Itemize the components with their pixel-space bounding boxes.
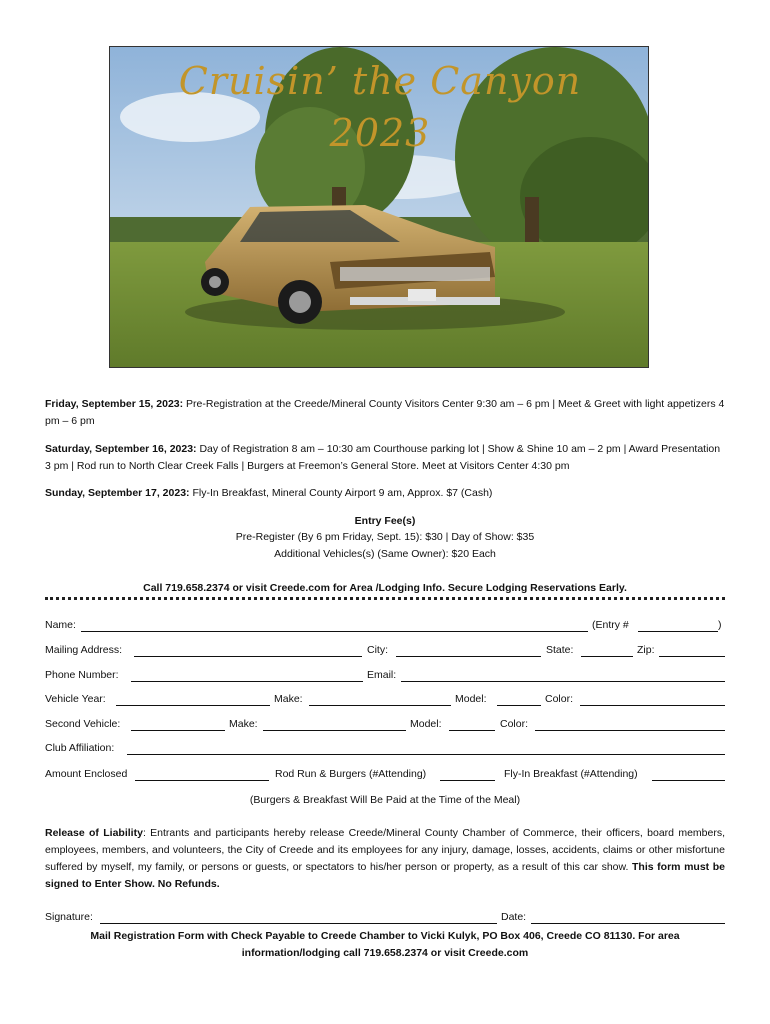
model-label: Model: xyxy=(455,693,487,705)
state-field[interactable] xyxy=(581,656,633,657)
second-color-field[interactable] xyxy=(535,730,725,731)
second-color-label: Color: xyxy=(500,718,529,730)
event-year: 2023 xyxy=(329,111,431,155)
signature-row xyxy=(45,911,725,927)
make-field[interactable] xyxy=(309,705,451,706)
city-label: City: xyxy=(367,644,388,656)
second-make-field[interactable] xyxy=(263,730,406,731)
friday-text: Pre-Registration at the Creede/Mineral County Visitors Center 9:30 am – 6 pm | Meet & Greet with light appetizers 4 pm – 6 pm xyxy=(45,398,725,427)
fly-in-field[interactable] xyxy=(652,780,725,781)
amount-label: Amount Enclosed xyxy=(45,768,128,780)
address-row xyxy=(45,644,725,660)
mail-line1: Mail Registration Form with Check Payable to Creede Chamber to Vicki Kulyk, PO Box 406, Creede CO 81130. For area xyxy=(90,930,680,942)
event-title: Cruisin’ the Canyon xyxy=(178,59,582,103)
fees-heading: Entry Fee(s) xyxy=(354,515,416,527)
release-label: Release of Liability xyxy=(45,827,143,839)
rod-run-label: Rod Run & Burgers (#Attending) xyxy=(275,768,427,780)
mailing-address-label: Mailing Address: xyxy=(45,644,123,656)
entry-close: ) xyxy=(718,619,722,631)
amount-row xyxy=(45,768,725,784)
second-vehicle-field[interactable] xyxy=(131,730,225,731)
entry-number-label: (Entry # xyxy=(592,619,629,631)
second-vehicle-label: Second Vehicle: xyxy=(45,718,121,730)
date-label: Date: xyxy=(501,911,527,923)
zip-label: Zip: xyxy=(637,644,655,656)
email-label: Email: xyxy=(367,669,397,681)
release-bold-end: This form must be signed to Enter Show. No Refunds. xyxy=(45,861,725,890)
mail-line2: information/lodging call 719.658.2374 or visit Creede.com xyxy=(241,947,529,959)
color-label: Color: xyxy=(545,693,574,705)
saturday-text: Day of Registration 8 am – 10:30 am Courthouse parking lot | Show & Shine 10 am – 2 pm | Award Presentation 3 pm | Rod run to North Clear Creek Falls | Burgers at Freemon’s General Store. Meet at Visitors Center 4:30 pm xyxy=(45,443,721,472)
second-make-label: Make: xyxy=(229,718,258,730)
phone-field[interactable] xyxy=(131,681,363,682)
vehicle-year-field[interactable] xyxy=(116,705,270,706)
club-field[interactable] xyxy=(127,754,725,755)
second-vehicle-row xyxy=(45,718,725,734)
sunday-label: Sunday, September 17, 2023: xyxy=(45,487,190,499)
date-field[interactable] xyxy=(531,923,725,924)
phone-label: Phone Number: xyxy=(45,669,119,681)
fly-in-label: Fly-In Breakfast (#Attending) xyxy=(504,768,638,780)
second-model-label: Model: xyxy=(410,718,442,730)
phone-row xyxy=(45,669,725,685)
signature-label: Signature: xyxy=(45,911,93,923)
club-label: Club Affiliation: xyxy=(45,742,115,754)
mailing-instructions xyxy=(0,928,770,962)
name-label: Name: xyxy=(45,619,76,631)
sunday-schedule xyxy=(45,485,725,502)
vehicle-year-label: Vehicle Year: xyxy=(45,693,106,705)
fees-line2: Additional Vehicles(s) (Same Owner): $20 Each xyxy=(274,548,496,560)
second-model-field[interactable] xyxy=(449,730,495,731)
make-label: Make: xyxy=(274,693,303,705)
zip-field[interactable] xyxy=(659,656,725,657)
release-text: : Entrants and participants hereby release Creede/Mineral County Chamber of Commerce, their officers, board members, employees, members, and volunteers, the City of Creede and its employees for any injury, damage, losses, accidents, claims or other misfortune suffered by myself, my family, or persons or guests, or spectators to his/her person or property, as a result of this car show. xyxy=(45,827,725,873)
saturday-schedule xyxy=(45,441,725,475)
amount-field[interactable] xyxy=(135,780,269,781)
city-field[interactable] xyxy=(396,656,541,657)
friday-label: Friday, September 15, 2023: xyxy=(45,398,184,410)
color-field[interactable] xyxy=(580,705,725,706)
signature-field[interactable] xyxy=(100,923,497,924)
email-field[interactable] xyxy=(401,681,725,682)
dotted-divider xyxy=(45,597,725,600)
vehicle-row xyxy=(45,693,725,709)
model-field[interactable] xyxy=(497,705,541,706)
friday-schedule xyxy=(45,396,725,430)
entry-number-field[interactable] xyxy=(638,631,718,632)
mailing-address-field[interactable] xyxy=(134,656,362,657)
name-field[interactable] xyxy=(81,631,588,632)
rod-run-field[interactable] xyxy=(440,780,495,781)
club-row xyxy=(45,742,725,758)
car-photo xyxy=(109,46,649,368)
release-of-liability xyxy=(45,825,725,893)
name-row xyxy=(45,619,725,635)
state-label: State: xyxy=(546,644,574,656)
saturday-label: Saturday, September 16, 2023: xyxy=(45,443,197,455)
fees-line1: Pre-Register (By 6 pm Friday, Sept. 15): $30 | Day of Show: $35 xyxy=(235,531,535,543)
meal-note: (Burgers & Breakfast Will Be Paid at the Time of the Meal) xyxy=(249,794,521,806)
call-line: Call 719.658.2374 or visit Creede.com for Area /Lodging Info. Secure Lodging Reservations Early. xyxy=(143,582,627,594)
sunday-text: Fly-In Breakfast, Mineral County Airport 9 am, Approx. $7 (Cash) xyxy=(189,487,493,499)
